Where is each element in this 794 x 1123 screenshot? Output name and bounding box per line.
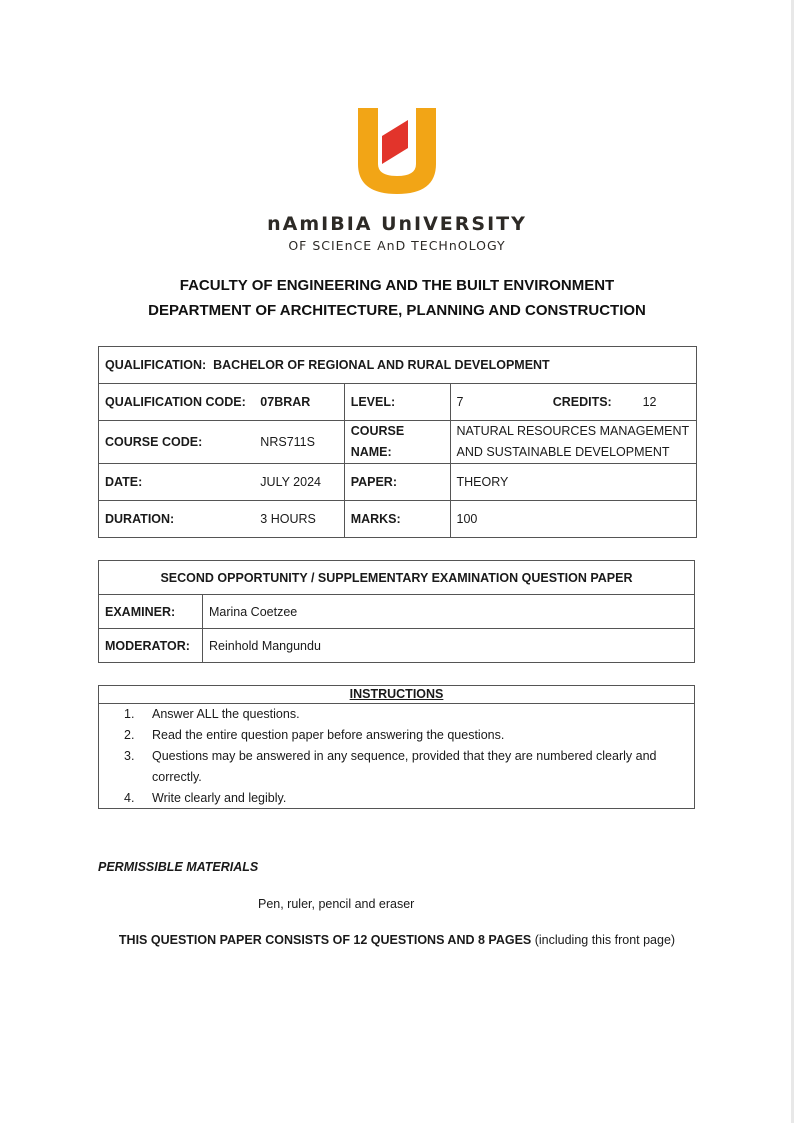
- university-logo-icon: [356, 106, 438, 196]
- examiner-value: Marina Coetzee: [203, 595, 695, 629]
- course-code-value: NRS711S: [254, 421, 344, 464]
- duration-label: DURATION:: [99, 501, 255, 538]
- marks-label: MARKS:: [344, 501, 450, 538]
- footer-bold: THIS QUESTION PAPER CONSISTS OF 12 QUESTIONS AND 8 PAGES: [118, 933, 532, 947]
- university-name: nAmIBIA UnIVERSITY: [267, 213, 527, 235]
- instructions-box: [98, 685, 695, 809]
- examiner-label: EXAMINER:: [99, 595, 203, 629]
- qualification-row: [99, 347, 697, 384]
- exam-table: [98, 560, 695, 663]
- date-label: DATE:: [99, 464, 255, 501]
- instruction-item: 2. Read the entire question paper before answering the questions.: [124, 728, 505, 742]
- examiner-row: [99, 595, 695, 629]
- course-name-value: NATURAL RESOURCES MANAGEMENT AND SUSTAINABLE DEVELOPMENT: [450, 421, 696, 464]
- marks-value: 100: [450, 501, 696, 538]
- level-value: 7: [450, 384, 547, 421]
- instructions-list: [99, 704, 694, 809]
- qualification-code-label: QUALIFICATION CODE:: [99, 384, 255, 421]
- credits-label: CREDITS:: [547, 384, 637, 421]
- date-row: [99, 464, 697, 501]
- qualification-table: [98, 346, 697, 538]
- moderator-value: Reinhold Mangundu: [203, 629, 695, 663]
- faculty-title: FACULTY OF ENGINEERING AND THE BUILT ENVIRONMENT: [179, 277, 615, 294]
- paper-footer-note: [0, 933, 794, 947]
- course-name-label: COURSE NAME:: [344, 421, 450, 464]
- date-value: JULY 2024: [254, 464, 344, 501]
- instruction-item: 1. Answer ALL the questions.: [124, 707, 300, 721]
- credits-value: 12: [637, 384, 697, 421]
- moderator-row: [99, 629, 695, 663]
- qualification-code-row: [99, 384, 697, 421]
- instruction-item: 3. Questions may be answered in any sequence, provided that they are numbered clearly and correctly.: [124, 749, 657, 784]
- duration-row: [99, 501, 697, 538]
- exam-title-row: [99, 561, 695, 595]
- instructions-title: INSTRUCTIONS: [99, 686, 694, 704]
- permissible-materials-title: PERMISSIBLE MATERIALS: [98, 860, 259, 874]
- course-code-label: COURSE CODE:: [99, 421, 255, 464]
- paper-label: PAPER:: [344, 464, 450, 501]
- logo-red-shape: [382, 120, 408, 164]
- university-subtitle: OF SCIEnCE AnD TECHnOLOGY: [288, 238, 506, 253]
- paper-value: THEORY: [450, 464, 696, 501]
- footer-normal: (including this front page): [531, 933, 676, 947]
- department-title: DEPARTMENT OF ARCHITECTURE, PLANNING AND CONSTRUCTION: [148, 302, 646, 319]
- moderator-label: MODERATOR:: [99, 629, 203, 663]
- course-row: [99, 421, 697, 464]
- level-label: LEVEL:: [344, 384, 450, 421]
- qualification-cell: QUALIFICATION: BACHELOR OF REGIONAL AND RURAL DEVELOPMENT: [99, 347, 697, 384]
- qualification-value: BACHELOR OF REGIONAL AND RURAL DEVELOPMENT: [213, 358, 550, 372]
- duration-value: 3 HOURS: [254, 501, 344, 538]
- permissible-materials-items: Pen, ruler, pencil and eraser: [258, 897, 415, 911]
- instruction-item: 4. Write clearly and legibly.: [124, 791, 287, 805]
- qualification-code-value: 07BRAR: [254, 384, 344, 421]
- exam-title: SECOND OPPORTUNITY / SUPPLEMENTARY EXAMINATION QUESTION PAPER: [99, 561, 695, 595]
